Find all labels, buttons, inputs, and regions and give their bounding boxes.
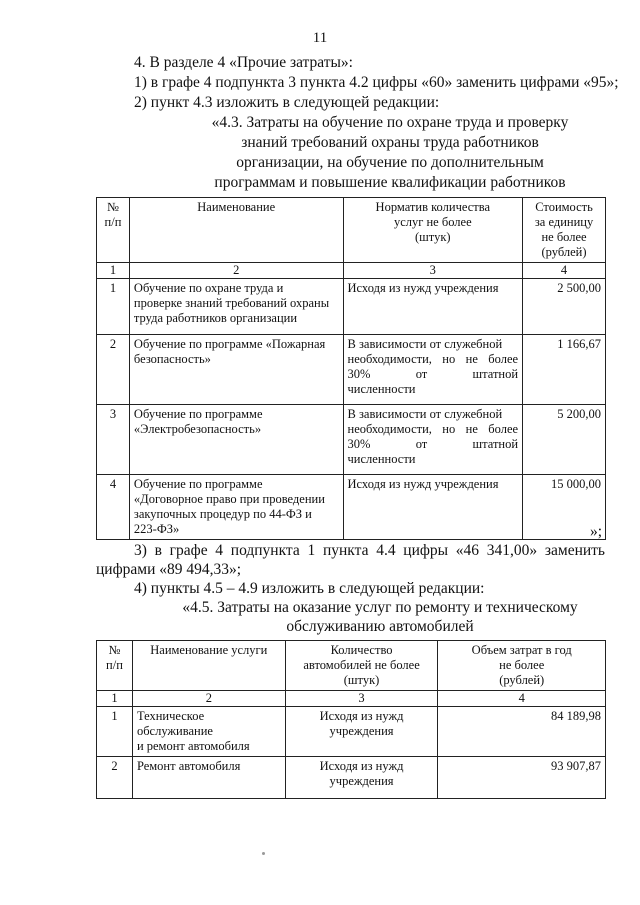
title-4-3-line-2: знаний требований охраны труда работников [241, 134, 539, 151]
colnum-1: 1 [97, 691, 133, 707]
item-2: 2) пункт 4.3 изложить в следующей редакции: [134, 94, 440, 111]
row-name: Обучение по программе «Электробезопасность» [129, 405, 343, 475]
table-closing-quote: »; [590, 523, 603, 540]
section-heading: 4. В разделе 4 «Прочие затраты»: [134, 54, 353, 71]
row-qty: Исходя из нужд учреждения [285, 707, 438, 757]
column-number-row [97, 691, 606, 707]
header-qty: Количество автомобилей не более (штук) [285, 641, 438, 691]
colnum-1: 1 [97, 263, 130, 279]
row-norm: В зависимости от служебной необходимости, но не более 30% от штатной численности [343, 405, 523, 475]
vehicle-service-table [96, 640, 606, 799]
title-4-5-line-1: «4.5. Затраты на оказание услуг по ремонту и техническому [182, 599, 578, 616]
row-name: Обучение по программе «Пожарная безопасность» [129, 335, 343, 405]
row-norm: Исходя из нужд учреждения [343, 279, 523, 335]
item-3-line-1: 3) в графе 4 подпункта 1 пункта 4.4 цифры «46 341,00» заменить [134, 542, 605, 559]
row-cost: 93 907,87 [438, 757, 606, 799]
row-cost: 1 166,67 [523, 335, 606, 405]
header-cost: Объем затрат в год не более (рублей) [438, 641, 606, 691]
table-header-row [97, 641, 606, 691]
colnum-2: 2 [132, 691, 285, 707]
row-norm: Исходя из нужд учреждения [343, 475, 523, 540]
title-4-5-line-2: обслуживанию автомобилей [286, 618, 474, 635]
title-4-3-line-3: организации, на обучение по дополнительным [236, 154, 544, 171]
row-cost: 84 189,98 [438, 707, 606, 757]
header-name: Наименование услуги [132, 641, 285, 691]
row-name: Обучение по охране труда и проверке знаний требований охраны труда работников организации [129, 279, 343, 335]
header-num: № п/п [97, 641, 133, 691]
table-row [97, 707, 606, 757]
row-norm: В зависимости от служебной необходимости, но не более 30% от штатной численности [343, 335, 523, 405]
colnum-2: 2 [129, 263, 343, 279]
training-costs-table [96, 197, 606, 540]
row-cost: 2 500,00 [523, 279, 606, 335]
header-name: Наименование [129, 198, 343, 263]
page-number: 11 [312, 30, 328, 46]
row-cost: 15 000,00 [523, 475, 606, 540]
title-4-3-line-1: «4.3. Затраты на обучение по охране труда и проверку [211, 114, 569, 131]
table-row [97, 279, 606, 335]
table-row [97, 405, 606, 475]
row-num: 4 [97, 475, 130, 540]
colnum-3: 3 [343, 263, 523, 279]
header-norm: Норматив количества услуг не более (штук) [343, 198, 523, 263]
row-qty: Исходя из нужд учреждения [285, 757, 438, 799]
row-num: 3 [97, 405, 130, 475]
table-header-row [97, 198, 606, 263]
header-cost: Стоимость за единицу не более (рублей) [523, 198, 606, 263]
table-row [97, 757, 606, 799]
column-number-row [97, 263, 606, 279]
row-num: 1 [97, 707, 133, 757]
table-row [97, 475, 606, 540]
row-name: Ремонт автомобиля [132, 757, 285, 799]
row-cost: 5 200,00 [523, 405, 606, 475]
item-4: 4) пункты 4.5 – 4.9 изложить в следующей редакции: [134, 580, 485, 597]
row-name: Обучение по программе «Договорное право при проведении закупочных процедур по 44-ФЗ и 223-ФЗ» [129, 475, 343, 540]
header-num: № п/п [97, 198, 130, 263]
row-num: 2 [97, 335, 130, 405]
scan-speck [262, 852, 265, 855]
row-num: 1 [97, 279, 130, 335]
table-row [97, 335, 606, 405]
colnum-4: 4 [523, 263, 606, 279]
row-name: Техническое обслуживание и ремонт автомобиля [132, 707, 285, 757]
colnum-3: 3 [285, 691, 438, 707]
item-3-line-2: цифрами «89 494,33»; [96, 561, 242, 578]
title-4-3-line-4: программам и повышение квалификации работников [214, 174, 566, 191]
item-1: 1) в графе 4 подпункта 3 пункта 4.2 цифры «60» заменить цифрами «95»; [134, 74, 619, 91]
colnum-4: 4 [438, 691, 606, 707]
row-num: 2 [97, 757, 133, 799]
